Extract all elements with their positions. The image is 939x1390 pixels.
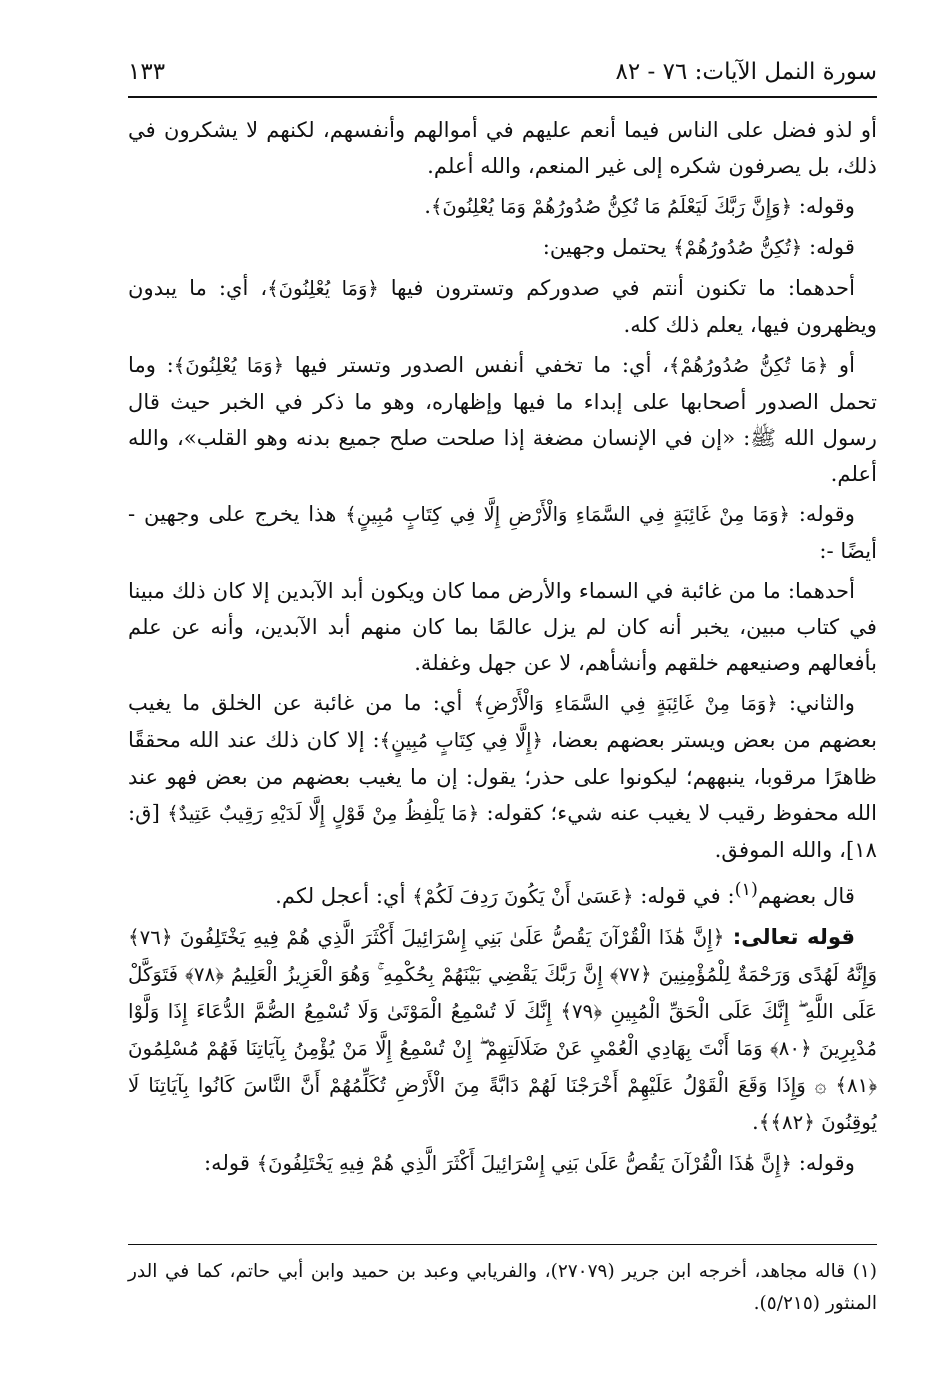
footnote: (١) قاله مجاهد، أخرجه ابن جرير (٢٧٠٧٩)، والفريابي وعبد بن حميد وابن أبي حاتم، كما في الدر المنثور (٥/٢١٥). [128, 1261, 877, 1314]
paragraph-p4 [128, 270, 877, 343]
quran-quote: ﴿وَإِنَّ رَبَّكَ لَيَعْلَمُ مَا تُكِنُّ صُدُورُهُمْ وَمَا يُعْلِنُونَ﴾ [430, 195, 792, 218]
paragraph-p7 [128, 573, 877, 681]
text-run: : إلا كان ذلك عند الله محققًا ظاهرًا مرقوبا، ينبههم؛ ليكونوا على حذر؛ يقول: إن ما يغيب بعضهم من بعض فهو عند الله محفوظ رقيب لا يغيب عنه شيء؛ كقوله: [128, 727, 877, 825]
paragraph-p5 [128, 347, 877, 492]
paragraph-p6 [128, 496, 877, 569]
page-number: ١٣٣ [128, 59, 166, 85]
text-run: . [752, 1109, 759, 1135]
text-run: أو [828, 352, 855, 377]
quran-quote: ﴿مَا تُكِنُّ صُدُورُهُمْ﴾ [668, 354, 829, 377]
text-run: والثاني: [777, 690, 855, 715]
quran-quote: ﴿مَا يَلْفِظُ مِنْ قَوْلٍ إِلَّا لَدَيْهِ رَقِيبٌ عَتِيدٌ﴾ [167, 802, 480, 825]
text-run: قال بعضهم [757, 883, 855, 909]
quran-quote: ﴿وَمَا يُعْلِنُونَ﴾ [173, 354, 285, 377]
running-title: سورة النمل الآيات: ٧٦ - ٨٢ [615, 59, 877, 85]
text-run: : في قوله: [633, 883, 735, 909]
commentary-body [128, 112, 877, 1220]
paragraph-p8 [128, 685, 877, 868]
text-run: أو لذو فضل على الناس فيما أنعم عليهم في أموالهم وأنفسهم، لكنهم لا يشكرون في ذلك، بل يصرفون شكره إلى غير المنعم، والله أعلم. [128, 117, 877, 178]
text-run: : وما تحمل الصدور أصحابها على إبداء ما فيها وإظهاره، وهو ما ذكر في الخبر حيث قال رسول الله ﷺ: «إن في الإنسان مضغة إذا صلحت صلح جميع بدنه وهو القلب»، والله أعلم. [128, 352, 877, 486]
text-run: أي: ما من غائبة عن الخلق ما يغيب بعضهم من بعض ويستر بعضهم بعضا، [128, 690, 877, 752]
paragraph-p11 [128, 1145, 877, 1182]
quran-verses: ﴿إِنَّ هَٰذَا الْقُرْآنَ يَقُصُّ عَلَىٰ بَنِي إِسْرَائِيلَ أَكْثَرَ الَّذِي هُمْ فِيهِ يَخْتَلِفُونَ ﴿٧٦﴾ وَإِنَّهُ لَهُدًى وَرَحْمَةٌ لِلْمُؤْمِنِينَ ﴿٧٧﴾ إِنَّ رَبَّكَ يَقْضِي بَيْنَهُمْ بِحُكْمِهِ ۚ وَهُوَ الْعَزِيزُ الْعَلِيمُ ﴿٧٨﴾ فَتَوَكَّلْ عَلَى اللَّهِ ۖ إِنَّكَ عَلَى الْحَقِّ الْمُبِينِ ﴿٧٩﴾ إِنَّكَ لَا تُسْمِعُ الْمَوْتَىٰ وَلَا تُسْمِعُ الصُّمَّ الدُّعَاءَ إِذَا وَلَّوْا مُدْبِرِينَ ﴿٨٠﴾ وَمَا أَنْتَ بِهَادِي الْعُمْيِ عَنْ ضَلَالَتِهِمْ ۖ إِنْ تُسْمِعُ إِلَّا مَنْ يُؤْمِنُ بِآيَاتِنَا فَهُمْ مُسْلِمُونَ ﴿٨١﴾ ۞ وَإِذَا وَقَعَ الْقَوْلُ عَلَيْهِمْ أَخْرَجْنَا لَهُمْ دَابَّةً مِنَ الْأَرْضِ تُكَلِّمُهُمْ أَنَّ النَّاسَ كَانُوا بِآيَاتِنَا لَا يُوقِنُونَ ﴿٨٢﴾﴾ [128, 926, 877, 1135]
quran-quote: ﴿وَمَا مِنْ غَائِبَةٍ فِي السَّمَاءِ وَالْأَرْضِ إِلَّا فِي كِتَابٍ مُبِينٍ﴾ [345, 503, 790, 526]
text-run: . [424, 193, 431, 218]
quran-quote: ﴿إِنَّ هَٰذَا الْقُرْآنَ يَقُصُّ عَلَىٰ بَنِي إِسْرَائِيلَ أَكْثَرَ الَّذِي هُمْ فِيهِ يَخْتَلِفُونَ﴾ [256, 1152, 792, 1176]
paragraph-p2 [128, 188, 877, 225]
text-run: هذا يخرج على وجهين - أيضًا -: [128, 501, 877, 563]
text-run: أي: أعجل لكم. [275, 883, 413, 909]
text-run: أحدهما: ما تكنون أنتم في صدوركم وتسترون فيها [378, 275, 856, 300]
header-divider [128, 96, 877, 98]
footnote-marker: (١) [734, 880, 758, 900]
text-run: وقوله: [792, 193, 855, 218]
footnote-divider [128, 1244, 877, 1245]
text-run: [ق: ١٨]، والله الموفق. [128, 800, 877, 862]
text-run: أحدهما: ما من غائبة في السماء والأرض مما كان ويكون أبد الآبدين إلا كان ذلك مبينا في كتاب مبين، يخبر أنه كان لم يزل عالمًا بما كان منهم أبد الآبدين، وأنه عن علم بأفعالهم وصنيعهم خلقهم وأنشأهم، لا عن جهل وغفلة. [128, 578, 877, 675]
paragraph-p10 [128, 919, 877, 1141]
text-run: يحتمل وجهين: [542, 234, 674, 259]
verse-heading: قوله تعالى: [724, 924, 855, 950]
text-run: وقوله: [792, 1150, 855, 1176]
text-run: وقوله: [789, 501, 855, 526]
paragraph-p9 [128, 872, 877, 915]
text-run: ، أي: ما تخفي أنفس الصدور وتستر فيها [284, 352, 669, 377]
quran-quote: ﴿وَمَا يُعْلِنُونَ﴾ [267, 277, 379, 300]
quran-quote: ﴿وَمَا مِنْ غَائِبَةٍ فِي السَّمَاءِ وَالْأَرْضِ﴾ [473, 692, 778, 715]
paragraph-p3 [128, 229, 877, 266]
text-run: قوله: [802, 234, 855, 259]
quran-quote: ﴿تُكِنُّ صُدُورُهُمْ﴾ [673, 236, 803, 259]
text-run: ، أي: ما يبدون ويظهرون فيها، يعلم ذلك كله. [128, 275, 877, 337]
page-header [128, 52, 877, 92]
text-run: قوله: [203, 1150, 257, 1176]
quran-quote: ﴿إِلَّا فِي كِتَابٍ مُبِينٍ﴾ [379, 729, 543, 752]
paragraph-p1 [128, 112, 877, 184]
quran-quote: ﴿عَسَىٰ أَنْ يَكُونَ رَدِفَ لَكُمْ﴾ [412, 885, 634, 909]
